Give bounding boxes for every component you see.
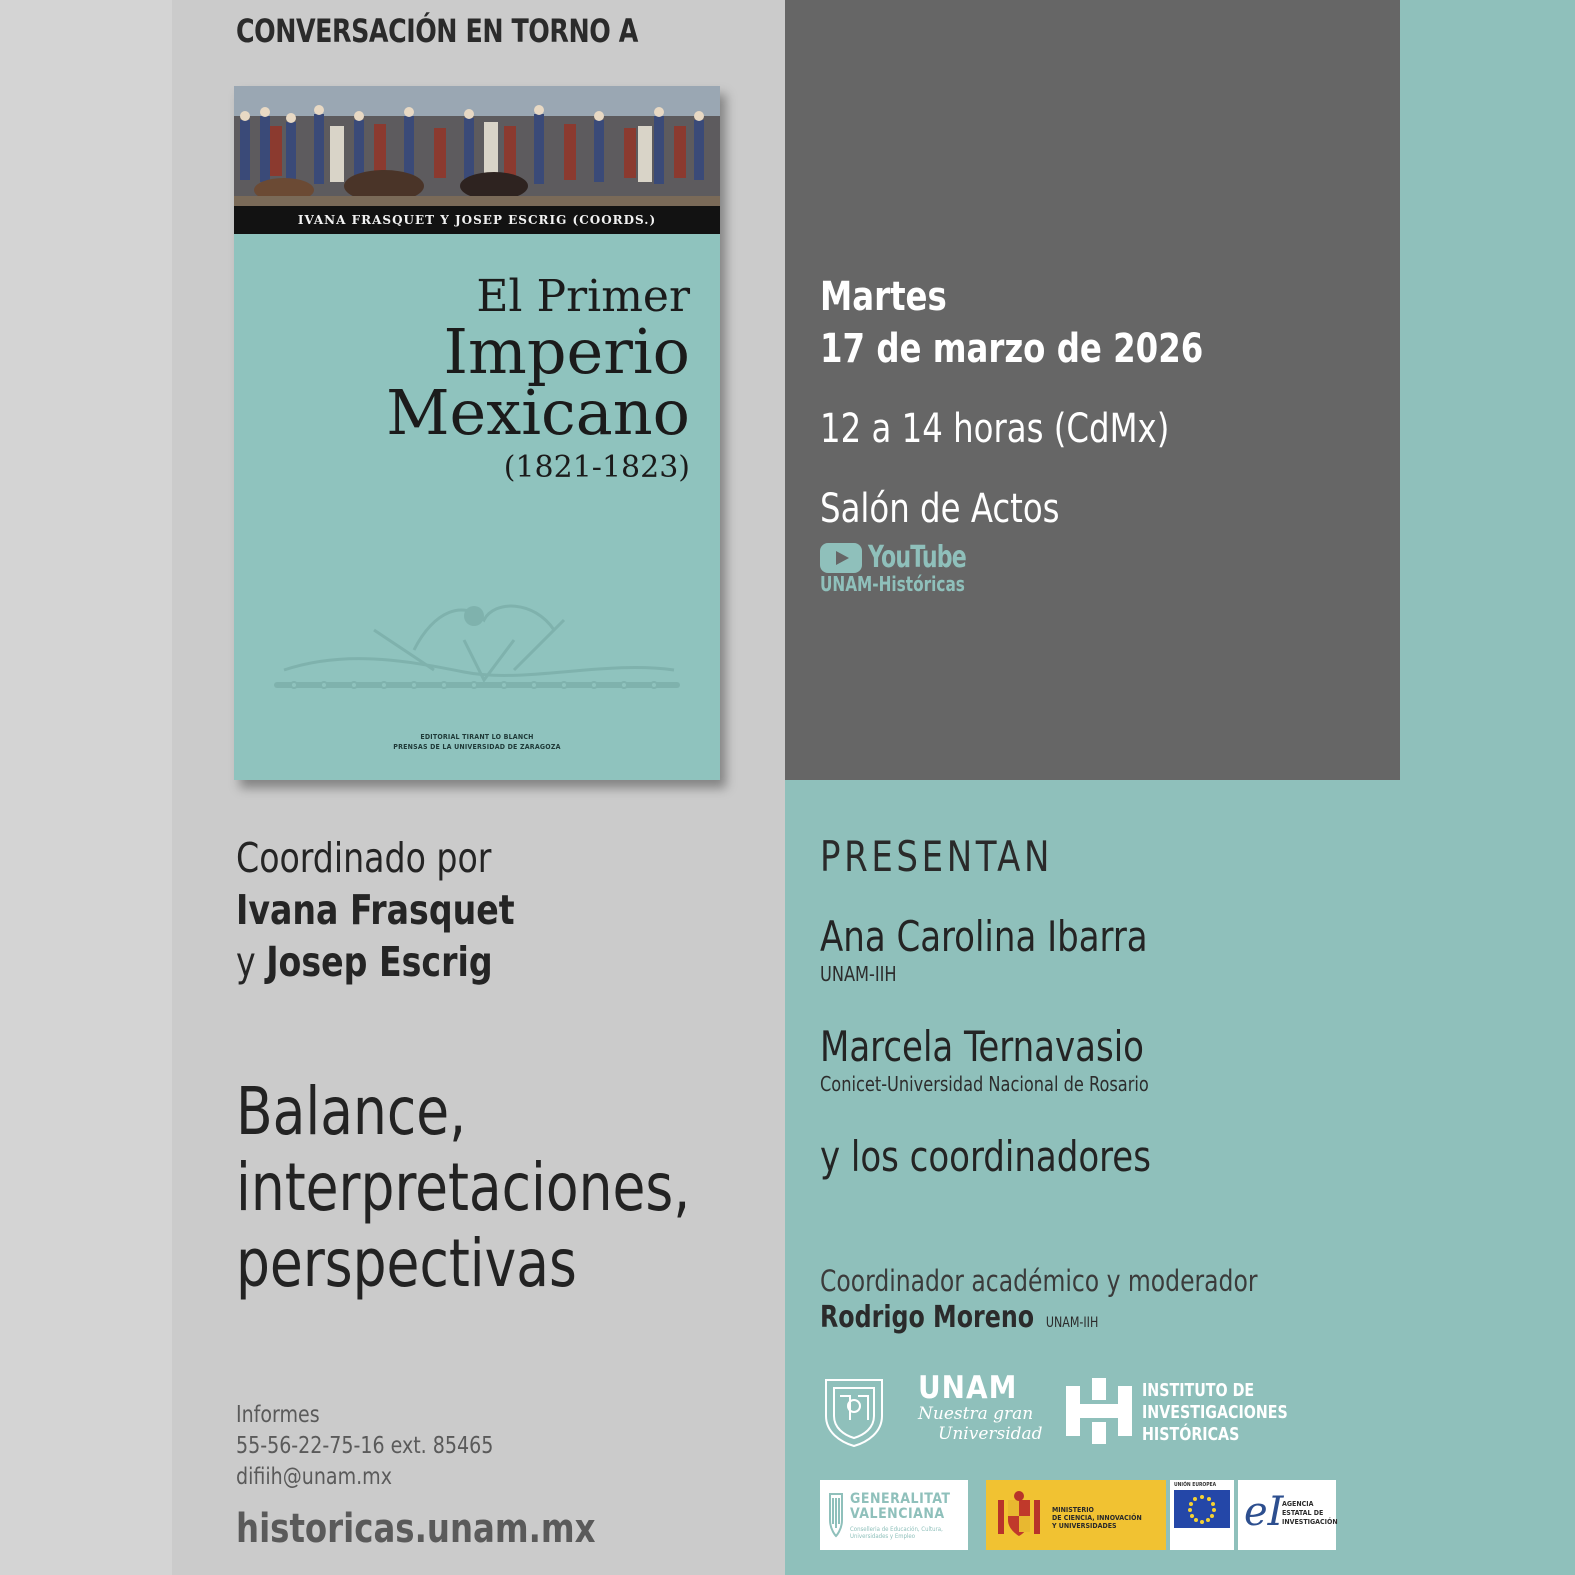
iih-logo-line: INSTITUTO DE <box>1142 1380 1255 1401</box>
unam-tagline: Nuestra gran <box>918 1404 1034 1424</box>
coordinator-name: Ivana Frasquet <box>236 886 515 934</box>
aei-text <box>1282 1500 1338 1527</box>
presenters-heading: PRESENTAN <box>820 832 1054 881</box>
generalitat-subtitle: Conselleria de Educación, Cultura, Universidades y Empleo <box>850 1526 943 1540</box>
event-venue: Salón de Actos <box>820 486 1060 532</box>
spain-ministry-logo <box>986 1480 1166 1550</box>
presenter-affiliation: Conicet-Universidad Nacional de Rosario <box>820 1072 1149 1096</box>
tagline-line: perspectivas <box>236 1225 577 1302</box>
book-years: (1821-1823) <box>503 450 690 485</box>
youtube-channel[interactable]: UNAM-Históricas <box>820 572 965 596</box>
contact-email[interactable]: difiih@unam.mx <box>236 1464 392 1490</box>
unam-crest-icon <box>820 1372 888 1448</box>
generalitat-crest-icon <box>826 1490 846 1540</box>
event-date: 17 de marzo de 2026 <box>820 326 1204 372</box>
iih-mark-icon <box>1066 1378 1132 1444</box>
generalitat-valenciana-logo <box>820 1480 968 1550</box>
book-title-line: El Primer <box>476 271 690 322</box>
presenter-affiliation: UNAM-IIH <box>820 962 897 986</box>
youtube-link[interactable] <box>820 540 988 575</box>
generalitat-title-line: GENERALITAT <box>850 1491 951 1507</box>
event-time: 12 a 14 horas (CdMx) <box>820 406 1170 452</box>
book-publisher-line: EDITORIAL TIRANT LO BLANCH <box>420 733 534 741</box>
moderator-block <box>820 1300 1098 1335</box>
ministry-text-line: MINISTERIO <box>1052 1506 1094 1514</box>
generalitat-title-line: VALENCIANA <box>850 1506 945 1522</box>
eagle-emblem-icon <box>264 590 690 700</box>
iih-logo-text <box>1142 1380 1288 1446</box>
contact-label: Informes <box>236 1402 320 1428</box>
contact-phone[interactable]: 55-56-22-75-16 ext. 85465 <box>236 1433 494 1459</box>
tagline-line: interpretaciones, <box>236 1149 691 1226</box>
coordinator-name: Josep Escrig <box>266 938 493 986</box>
aei-text-line: INVESTIGACIÓN <box>1282 1518 1338 1526</box>
coordinators-conjunction: y <box>236 938 267 986</box>
presenter-name: Marcela Ternavasio <box>820 1022 1144 1071</box>
book-authors: IVANA FRASQUET Y JOSEP ESCRIG (COORDS.) <box>297 213 657 227</box>
book-publisher <box>234 732 720 752</box>
book-cover <box>234 86 720 780</box>
tagline-line: Balance, <box>236 1073 467 1150</box>
unam-wordmark: UNAM <box>918 1370 1018 1406</box>
coordinators-intro: Coordinado por <box>236 834 492 882</box>
book-title-line: Mexicano <box>386 376 690 449</box>
contact-info <box>236 1400 493 1493</box>
generalitat-title <box>850 1492 951 1522</box>
moderator-affiliation: UNAM-IIH <box>1045 1315 1099 1331</box>
aei-text-line: AGENCIA <box>1282 1500 1314 1508</box>
youtube-wordmark: YouTube <box>868 540 967 575</box>
event-day: Martes <box>820 274 947 320</box>
kicker-heading: CONVERSACIÓN EN TORNO A <box>236 12 638 50</box>
eu-label: UNIÓN EUROPEA <box>1174 1482 1217 1488</box>
youtube-icon <box>820 543 862 573</box>
moderator-name: Rodrigo Moreno <box>820 1300 1035 1335</box>
event-tagline <box>236 1074 690 1302</box>
spain-coat-of-arms-icon <box>994 1490 1044 1540</box>
book-title-line: Imperio <box>443 315 690 388</box>
presenters-closing: y los coordinadores <box>820 1132 1151 1181</box>
unam-tagline: Universidad <box>938 1424 1043 1444</box>
eu-flag-icon <box>1174 1490 1230 1528</box>
unam-logo <box>918 1370 1043 1448</box>
moderator-role: Coordinador académico y moderador <box>820 1264 1258 1298</box>
event-info-panel <box>785 0 1400 780</box>
iih-logo-line: INVESTIGACIONES <box>1142 1402 1288 1423</box>
ministry-text-line: Y UNIVERSIDADES <box>1052 1522 1117 1530</box>
aei-mark-icon: eI <box>1244 1489 1284 1535</box>
aei-text-line: ESTATAL DE <box>1282 1509 1324 1517</box>
website-link[interactable]: historicas.unam.mx <box>236 1506 596 1552</box>
aei-logo <box>1238 1480 1336 1550</box>
book-authors-band <box>234 206 720 234</box>
presenter-name: Ana Carolina Ibarra <box>820 912 1148 961</box>
book-title <box>386 272 690 488</box>
book-publisher-line: PRENSAS DE LA UNIVERSIDAD DE ZARAGOZA <box>393 743 561 751</box>
book-cover-illustration <box>234 86 720 206</box>
ministry-text <box>1052 1506 1142 1530</box>
european-union-logo <box>1170 1480 1234 1550</box>
left-margin <box>0 0 172 1575</box>
coordinators-block <box>236 832 515 988</box>
ministry-text-line: DE CIENCIA, INNOVACIÓN <box>1052 1514 1142 1522</box>
iih-logo-line: HISTÓRICAS <box>1142 1424 1240 1445</box>
